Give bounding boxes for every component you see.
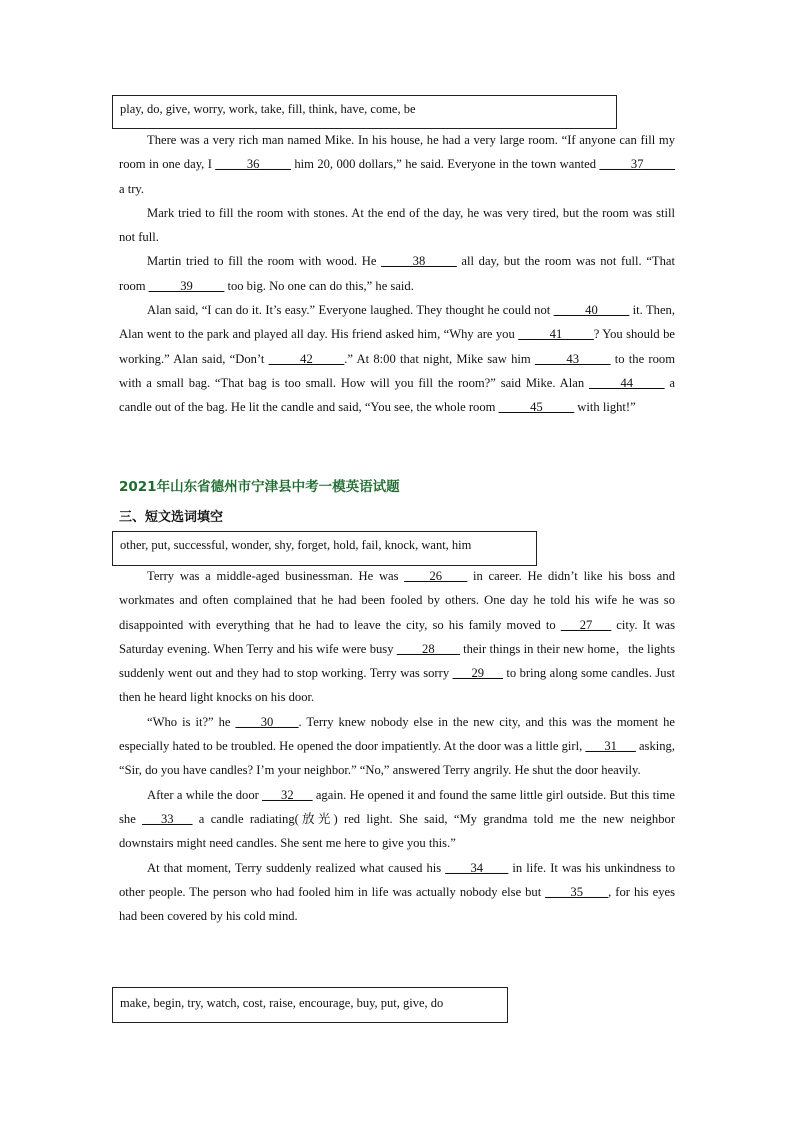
paragraph: [119, 201, 675, 250]
answer-blank: ____26____: [404, 569, 468, 583]
passage-text: in career. He didn’t like his boss and workmates and often complained that he had been fooled by others. One day he told his wife he was so disappointed with everything that he had to leave the city, so his family moved to: [119, 569, 675, 632]
word-list-2: other, put, successful, wonder, shy, forget, hold, fail, knock, want, him: [120, 538, 472, 552]
passage-text: a try.: [119, 181, 145, 196]
answer-blank: _____44_____: [589, 375, 665, 390]
answer-blank: _____43_____: [534, 351, 611, 366]
section-subtitle: 三、短文选词填空: [119, 510, 224, 525]
answer-blank: _____45_____: [498, 400, 575, 415]
answer-blank: ____34____: [445, 860, 509, 875]
passage-text: him 20, 000 dollars,” he said. Everyone in the town wanted: [290, 157, 600, 172]
passage-text: with light!”: [574, 400, 636, 415]
passage-text: Martin tried to fill the room with wood. He: [147, 254, 382, 269]
passage-text: to the room with a small bag. “That bag is too small. How will you fill the room?” said Mike. Alan: [119, 351, 675, 390]
passage-text: .” At 8:00 that night, Mike saw him: [344, 351, 535, 366]
answer-blank: ___31___: [585, 739, 636, 754]
answer-blank: _____41_____: [518, 327, 594, 342]
passage-1: [119, 128, 675, 420]
answer-blank: _____36_____: [215, 157, 291, 172]
passage-text: to bring along some candles. Just then he heard light knocks on his door.: [119, 666, 675, 705]
answer-blank: _____40_____: [553, 303, 630, 318]
passage-text: it. Then, Alan went to the park and played all day. His friend asked him, “Why are you: [119, 303, 675, 342]
paragraph: [119, 710, 675, 783]
answer-blank: ___32___: [262, 787, 313, 802]
passage-text: , for his eyes had been covered by his cold mind.: [119, 884, 675, 924]
answer-blank: ___33___: [142, 811, 193, 826]
paragraph: [119, 298, 675, 419]
answer-blank: _____39_____: [148, 278, 225, 293]
passage-text: asking, “Sir, do you have candles? I’m your neighbor.” “No,” answered Terry angrily. He shut the door heavily.: [119, 739, 675, 778]
answer-blank: ____30____: [235, 714, 299, 729]
paragraph: [119, 249, 675, 298]
answer-blank: _____37_____: [599, 157, 675, 172]
passage-text: After a while the door: [147, 787, 263, 802]
passage-text: a candle radiating(放光) red light. She said, “My grandma told me the new neighbor downstairs might need candles. She sent me here to give you this.”: [119, 811, 676, 851]
answer-blank: ___27___: [560, 617, 612, 632]
passage-text: Alan said, “I can do it. It’s easy.” Everyone laughed. They thought he could not: [147, 303, 554, 318]
answer-blank: ____35____: [545, 884, 609, 899]
answer-blank: ___29___: [452, 666, 503, 681]
answer-blank: _____38_____: [381, 254, 457, 269]
word-box-2: [112, 531, 537, 566]
passage-text: Terry was a middle-aged businessman. He was: [147, 569, 405, 583]
passage-text: city. It was Saturday evening. When Terry and his wife were busy: [119, 617, 675, 656]
passage-text: There was a very rich man named Mike. In his house, he had a very large room. “If anyone can fill my room in one day, I: [119, 133, 675, 172]
passage-text: . Terry knew nobody else in the new city, and this was the moment he especially hated to be troubled. He opened the door impatiently. At the door was a little girl,: [119, 714, 675, 754]
word-list-1: play, do, give, worry, work, take, fill, think, have, come, be: [120, 102, 416, 116]
paragraph: [119, 856, 675, 929]
word-box-3: [112, 987, 508, 1023]
passage-text: their things in their new home，the lights suddenly went out and they had to stop working. Terry was sorry: [119, 641, 675, 681]
answer-blank: ____28____: [396, 641, 460, 656]
passage-text: in life. It was his unkindness to other people. The person who had fooled him in life was actually nobody else but: [119, 860, 675, 899]
passage-text: a candle out of the bag. He lit the candle and said, “You see, the whole room: [119, 375, 676, 415]
section-title: 2021年山东省德州市宁津县中考一模英语试题: [119, 479, 400, 495]
answer-blank: _____42_____: [268, 351, 345, 366]
passage-text: “Who is it?” he: [147, 714, 236, 729]
passage-text: again. He opened it and found the same little girl outside. But this time she: [119, 787, 675, 826]
passage-text: ? You should be working.” Alan said, “Don’t: [119, 327, 675, 366]
paragraph: [119, 564, 675, 710]
passage-text: At that moment, Terry suddenly realized what caused his: [147, 860, 446, 875]
paragraph: [119, 783, 675, 856]
passage-text: Mark tried to fill the room with stones. At the end of the day, he was very tired, but the room was still not full.: [119, 205, 675, 245]
passage-text: too big. No one can do this,” he said.: [224, 278, 414, 293]
passage-text: all day, but the room was not full. “That room: [119, 254, 675, 293]
passage-2: [119, 564, 675, 928]
paragraph: [119, 128, 675, 201]
word-list-3: make, begin, try, watch, cost, raise, encourage, buy, put, give, do: [120, 996, 444, 1010]
word-box-1: [112, 95, 617, 129]
